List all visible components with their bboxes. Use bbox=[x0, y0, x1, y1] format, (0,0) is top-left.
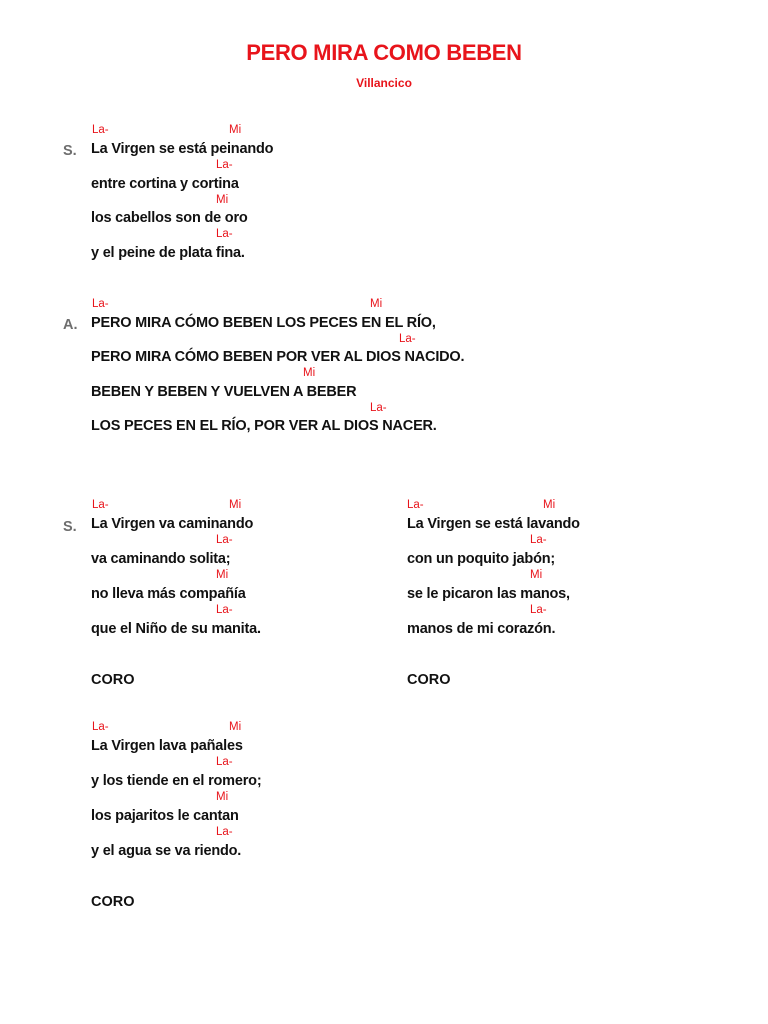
lyric-line: La Virgen se está peinando bbox=[91, 141, 274, 157]
chord-label: Mi bbox=[229, 499, 242, 511]
lyric-line: entre cortina y cortina bbox=[91, 176, 239, 192]
chord-label: Mi bbox=[303, 367, 316, 379]
chord-label: La- bbox=[370, 402, 387, 414]
chorus-reference: CORO bbox=[91, 672, 135, 688]
chord-label: Mi bbox=[543, 499, 556, 511]
lyric-line: manos de mi corazón. bbox=[407, 621, 556, 637]
chord-label: La- bbox=[216, 604, 233, 616]
lyric-line: La Virgen va caminando bbox=[91, 516, 254, 532]
chord-label: Mi bbox=[216, 791, 229, 803]
chord-label: La- bbox=[216, 228, 233, 240]
chord-label: La- bbox=[530, 534, 547, 546]
chorus-reference: CORO bbox=[91, 894, 135, 910]
section-marker-soloist: S. bbox=[63, 519, 77, 535]
song-subtitle: Villancico bbox=[356, 76, 412, 90]
lyric-line: los cabellos son de oro bbox=[91, 210, 248, 226]
chord-label: La- bbox=[216, 534, 233, 546]
chord-label: La- bbox=[92, 721, 109, 733]
chord-label: La- bbox=[92, 499, 109, 511]
lyric-line: va caminando solita; bbox=[91, 551, 231, 567]
lyric-line: no lleva más compañía bbox=[91, 586, 246, 602]
lyric-line: y los tiende en el romero; bbox=[91, 773, 262, 789]
chord-label: Mi bbox=[370, 298, 383, 310]
chord-label: Mi bbox=[229, 124, 242, 136]
chord-label: Mi bbox=[229, 721, 242, 733]
chord-label: La- bbox=[407, 499, 424, 511]
chord-label: La- bbox=[216, 826, 233, 838]
chord-label: Mi bbox=[216, 194, 229, 206]
lyric-line: los pajaritos le cantan bbox=[91, 808, 239, 824]
chord-label: La- bbox=[92, 298, 109, 310]
chord-label: La- bbox=[92, 124, 109, 136]
chord-label: La- bbox=[216, 756, 233, 768]
chord-label: La- bbox=[216, 159, 233, 171]
lyric-line: y el peine de plata fina. bbox=[91, 245, 245, 261]
chord-label: La- bbox=[399, 333, 416, 345]
chorus-reference: CORO bbox=[407, 672, 451, 688]
lyric-line: La Virgen lava pañales bbox=[91, 738, 243, 754]
lyric-line: La Virgen se está lavando bbox=[407, 516, 580, 532]
chord-label: Mi bbox=[530, 569, 543, 581]
section-marker-soloist: S. bbox=[63, 143, 77, 159]
chord-label: Mi bbox=[216, 569, 229, 581]
lyric-line: PERO MIRA CÓMO BEBEN LOS PECES EN EL RÍO, bbox=[91, 315, 436, 331]
song-title: PERO MIRA COMO BEBEN bbox=[246, 40, 522, 65]
lyric-line: LOS PECES EN EL RÍO, POR VER AL DIOS NACER. bbox=[91, 418, 437, 434]
lyric-line: se le picaron las manos, bbox=[407, 586, 570, 602]
chord-label: La- bbox=[530, 604, 547, 616]
lyric-line: que el Niño de su manita. bbox=[91, 621, 261, 637]
lyric-line: PERO MIRA CÓMO BEBEN POR VER AL DIOS NACIDO. bbox=[91, 349, 465, 365]
lyric-line: BEBEN Y BEBEN Y VUELVEN A BEBER bbox=[91, 384, 357, 400]
lyric-line: con un poquito jabón; bbox=[407, 551, 556, 567]
lyric-line: y el agua se va riendo. bbox=[91, 843, 242, 859]
section-marker-all: A. bbox=[63, 317, 78, 333]
